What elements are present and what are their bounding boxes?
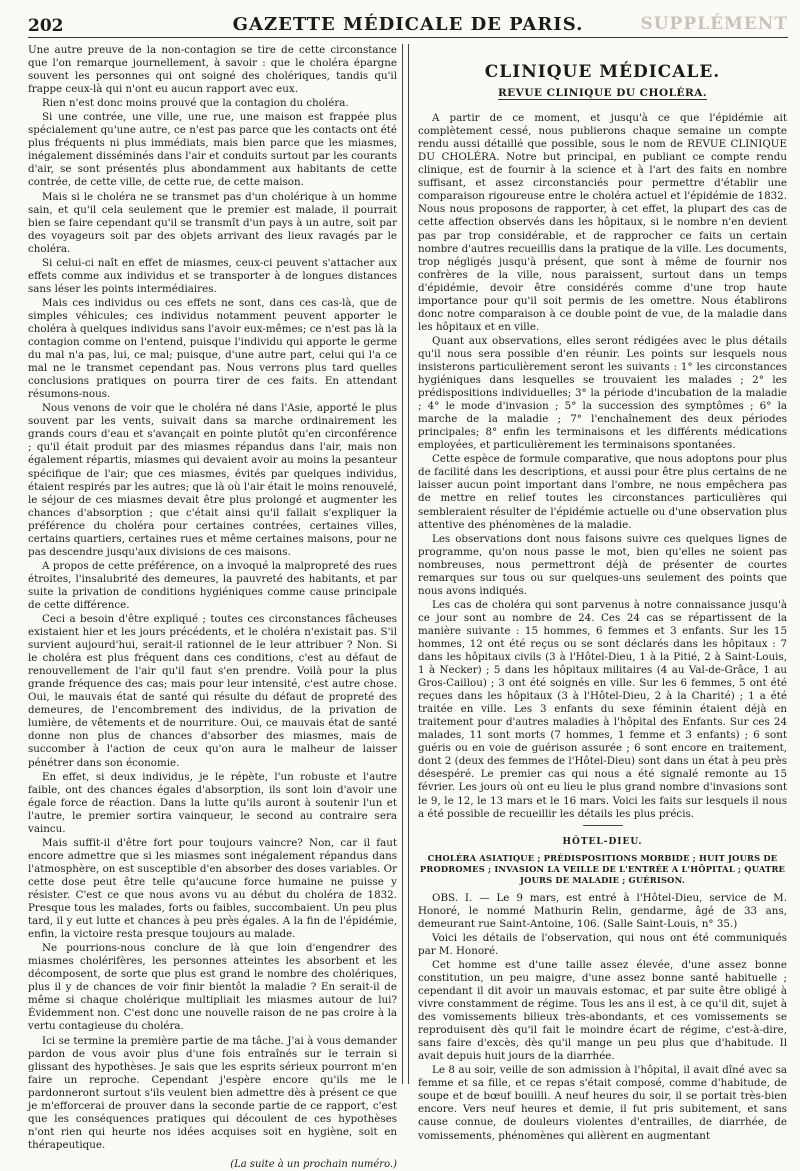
left-paragraph: Ne pourrions-nous conclure de là que loin d'engendrer des miasmes cholérifères, les personnes atteintes les absorbent et les décomposent, de sorte que plus est grand le nombre des cholériques, plus il y de chances de voir finir bientôt la maladie ? En serait-il de même si chaque cholérique multipliait les miasmes autour de lui? Évidemment non. C'est donc une nouvelle raison de ne pas croire à la vertu contagieuse du choléra.: [28, 942, 397, 1033]
left-paragraph: A propos de cette préférence, on a invoqué la malpropreté des rues étroites, l'insalubrité des demeures, la pauvreté des habitants, et par suite la privation de conditions hygiéniques comme cause principale de cette différence.: [28, 559, 397, 611]
column-divider: [402, 44, 409, 1084]
left-paragraph: Mais suffit-il d'être fort pour toujours vaincre? Non, car il faut encore admettre que si les miasmes sont inégalement répandus dans l'atmosphère, on est susceptible d'en absorber des doses variables. Or cette dose peut être telle qu'aucune force humaine ne puisse y résister. C'est ce que nous avons vu au début du choléra de 1832. Presque tous les malades, forts ou faibles, succombaient. Un peu plus tard, il y eut lutte et chances à peu près égales. A la fin de l'épidémie, enfin, la victoire resta presque toujours au malade.: [28, 836, 397, 941]
right-column: [418, 44, 787, 1142]
right-paragraph: Quant aux observations, elles seront rédigées avec le plus détails qu'il nous sera possible d'en réunir. Les points sur lesquels nous insisterons particulièrement seront les suivants : 1° les circonstances hygiéniques dans lesquelles se trouvaient les malades ; 2° les prédispositions individuelles; 3° la période d'incubation de la maladie ; 4° le mode d'invasion ; 5° la succession des symptômes ; 6° la marche de la maladie ; 7° l'enchaînement des deux périodes principales; 8° enfin les terminaisons et les différents médications employées, et particulièrement les terminaisons spontanées.: [418, 334, 787, 452]
left-paragraph: Ceci a besoin d'être expliqué ; toutes ces circonstances fâcheuses existaient hier et les jours précédents, et le choléra n'existait pas. S'il survient aujourd'hui, serait-il rationnel de le leur attribuer ? Non. Si le choléra est plus fréquent dans ces conditions, c'est au défaut de renouvellement de l'air qu'il faut s'en prendre. Voilà pour la plus grande fréquence des cas; mais pour leur intensité, c'est autre chose. Oui, le mauvais état de santé qui résulte du défaut de propreté des demeures, de l'encombrement des individus, de la privation de lumière, de vêtements et de nourriture. Oui, ce mauvais état de santé donne non plus de chances d'absorber des miasmes, mais de succomber à l'action de ceux qu'on aura le malheur de laisser pénétrer dans son économie.: [28, 613, 397, 769]
right-paragraph: Les cas de choléra qui sont parvenus à notre connaissance jusqu'à ce jour sont au nombre de 24. Ces 24 cas se répartissent de la manière suivante : 15 hommes, 6 femmes et 3 enfants. Sur les 15 hommes, 12 ont été reçus ou se sont déclarés dans les hôpitaux : 7 dans les hôpitaux civils (3 à l'Hôtel-Dieu, 1 à la Pitié, 2 à Saint-Louis, 1 à Necker) ; 5 dans les hôpitaux militaires (4 au Val-de-Grâce, 1 au Gros-Caillou) ; 3 ont été soignés en ville. Sur les 6 femmes, 5 ont été reçues dans les hôpitaux (3 à l'Hôtel-Dieu, 2 à la Charité) ; 1 a été traitée en ville. Les 3 enfants du sexe féminin étaient déjà en traitement pour d'autres maladies à l'hôpital des Enfants. Sur ces 24 malades, 11 sont morts (7 hommes, 1 femme et 3 enfants) ; 6 sont guéris ou en voie de guérison assurée ; 6 sont encore en traitement, dont 2 (deux des femmes de l'Hôtel-Dieu) sont dans un état à peu près désespéré. Le premier cas qui nous a été signalé remonte au 15 février. Les jours où ont eu lieu le plus grand nombre d'invasions sont le 9, le 12, le 13 mars et le 16 mars. Voici les faits sur lesquels il nous a été possible de recueillir les détails les plus précis.: [418, 598, 787, 820]
right-paragraph: Les observations dont nous faisons suivre ces quelques lignes de programme, qu'on nous passe le mot, bien qu'elles ne soient pas nombreuses, nous permettront déjà de présenter de courtes remarques sur tous ou sur quelques-uns seulement des points que nous avons indiqués.: [418, 532, 787, 597]
left-paragraph: Nous venons de voir que le choléra né dans l'Asie, apporté le plus souvent par les vents, suivait dans sa marche ordinairement les grands cours d'eau et s'avançait en pointe plutôt qu'en circonférence ; qu'il était produit par des miasmes répandus dans l'air, mais non également répartis, miasmes qui devaient avoir au moins la pesanteur spécifique de l'air; que ces miasmes, évités par quelques individus, étaient respirés par les autres; que là où l'air était le moins renouvelé, le séjour de ces miasmes devait être plus prolongé et augmenter les chances d'absorption ; que c'était ainsi qu'il fallait s'expliquer la préférence du choléra pour certaines contrées, certaines villes, certains quartiers, certaines rues et même certaines maisons, pour ne pas descendre jusqu'aux divisions de ces maisons.: [28, 402, 397, 558]
page-number: 202: [28, 16, 64, 36]
left-paragraph: Une autre preuve de la non-contagion se tire de cette circonstance que l'on remarque journellement, à savoir : que le choléra épargne souvent les personnes qui ont soigné des cholériques, tandis qu'il frappe ceux-là qui n'ont eu aucun rapport avec eux.: [28, 44, 397, 96]
left-paragraph: Si celui-ci naît en effet de miasmes, ceux-ci peuvent s'attacher aux effets comme aux individus et se transporter à de longues distances sans léser les points intermédiaires.: [28, 256, 397, 295]
left-paragraph: En effet, si deux individus, je le répète, l'un robuste et l'autre faible, ont des chances égales d'absorption, ils sont loin d'avoir une égale force de réaction. Dans la lutte qu'ils auront à soutenir l'un et l'autre, le premier sortira vainqueur, le second au contraire sera vaincu.: [28, 770, 397, 835]
left-paragraph: Mais si le choléra ne se transmet pas d'un cholérique à un homme sain, et qu'il cela seulement que le premier est malade, il pourrait bien se faire cependant qu'il se transmît d'un pays à un autre, soit par des voyageurs soit par des objets arrivant des lieux ravagés par le choléra.: [28, 190, 397, 255]
section-subtitle: [418, 87, 787, 100]
left-paragraph: Mais ces individus ou ces effets ne sont, dans ces cas-là, que de simples véhicules; ces individus notamment peuvent apporter le choléra à quelques individus sans l'avoir eux-mêmes; ce n'est pas là la contagion comme on l'entend, puisque l'individu qui apporte le germe du mal n'a pas, lui, ce mal; puisque, d'une autre part, celui qui l'a ce mal ne le transmet cependant pas. Nous verrons plus tard quelles conclusions pratiques on pourra tirer de ces faits. En attendant résumons-nous.: [28, 296, 397, 401]
left-paragraph: Rien n'est donc moins prouvé que la contagion du choléra.: [42, 97, 349, 110]
left-paragraph: Si une contrée, une ville, une rue, une maison est frappée plus spécialement qu'une autre, ce n'est pas parce que les contacts ont été plus fréquents ni plus immédiats, mais bien parce que les miasmes, inégalement disséminés dans l'air et conduits surtout par les courants d'air, se sont présentés plus abondamment aux habitants de cette contrée, de cette ville, de cette rue, de cette maison.: [28, 111, 397, 189]
section-rule: [583, 825, 623, 826]
left-paragraph: Ici se termine la première partie de ma tâche. J'ai à vous demander pardon de vous avoir plus d'une fois entraînés sur le terrain si glissant des hypothèses. Je sais que les esprits sérieux pourront m'en faire un reproche. Cependant j'espère encore qu'ils me le pardonneront surtout s'ils veulent bien admettre dès à présent ce que je m'efforcerai de prouver dans la seconde partie de ce rapport, c'est que les conséquences pratiques qui découlent de ces hypothèses n'ont rien qui heurte nos idées acquises soit en hygiène, soit en thérapeutique.: [28, 1034, 397, 1151]
page-header: [28, 10, 788, 36]
left-column: [28, 44, 397, 1170]
bleed-through-text: SUPPLÉMENT: [640, 14, 788, 34]
gazette-title: GAZETTE MÉDICALE DE PARIS.: [232, 14, 584, 35]
case-paragraph: Le 8 au soir, veille de son admission à l'hôpital, il avait dîné avec sa femme et sa fille, et ce repas s'était composé, comme d'habitude, de soupe et de bœuf bouilli. A neuf heures du soir, il se portait très-bien encore. Vers neuf heures et demie, il fut pris subitement, et sans cause connue, de douleurs violentes d'entrailles, de diarrhée, de vomissements, phénomènes qui allèrent en augmentant: [418, 1064, 787, 1142]
section-title: CLINIQUE MÉDICALE.: [484, 62, 721, 82]
header-rule: [28, 37, 788, 38]
case-heading: CHOLÉRA ASIATIQUE ; PRÉDISPOSITIONS MORBIDE ; HUIT JOURS DE PRODROMES ; INVASION LA VEILLE DE L'ENTRÉE A L'HÔPITAL ; QUATRE JOURS DE MALADIE ; GUÉRISON.: [419, 852, 786, 885]
right-paragraph: A partir de ce moment, et jusqu'à ce que l'épidémie ait complètement cessé, nous publierons chaque semaine un compte rendu aussi détaillé que possible, sous le nom de REVUE CLINIQUE DU CHOLÉRA. Notre but principal, en publiant ce compte rendu clinique, est de fournir à la science et à l'art des faits en nombre suffisant, et assez circonstanciés pour permettre d'établir une comparaison rigoureuse entre le choléra actuel et l'épidémie de 1832. Nous nous proposons de rapporter, à cet effet, la plupart des cas de cette affection observés dans les hôpitaux, si le nombre n'en devient pas par trop considérable, et de rapprocher ce faits un certain nombre d'autres recueillis dans la pratique de la ville. Les documents, trop négligés jusqu'à présent, que sont à même de fournir nos confrères de la ville, nous paraissent, surtout dans un temps d'épidémie, devoir être considérés comme d'une trop haute importance pour qu'il soit permis de les omettre. Nous établirons donc notre comparaison à ce double point de vue, de la maladie dans les hôpitaux et en ville.: [418, 112, 787, 333]
case-paragraph: Voici les détails de l'observation, qui nous ont été communiqués par M. Honoré.: [418, 931, 787, 957]
hospital-heading: HÔTEL-DIEU.: [562, 836, 643, 847]
continuation-note: (La suite à un prochain numéro.): [230, 1158, 397, 1170]
right-paragraph: Cette espèce de formule comparative, que nous adoptons pour plus de facilité dans les descriptions, et aussi pour être plus certains de ne laisser aucun point important dans l'ombre, ne nous empêchera pas de mettre en relief toutes les circonstances particulières qui sembleraient résulter de l'épidémie actuelle ou d'une observation plus attentive des phénomènes de la maladie.: [418, 453, 787, 531]
section-subtitle-text: REVUE CLINIQUE DU CHOLÉRA.: [497, 87, 708, 100]
case-paragraph: Cet homme est d'une taille assez élevée, d'une assez bonne constitution, un peu maigre, d'une assez bonne santé habituelle ; cependant il dit avoir un mauvais estomac, et par suite être obligé à vivre constamment de régime. Tous les ans il est, à ce qu'il dit, sujet à des vomissements bilieux très-abondants, et ces vomissements se reproduisent dès qu'il fait le moindre écart de régime, c'est-à-dire, sans faire d'excès, dès qu'il mange un peu plus que d'habitude. Il avait depuis huit jours de la diarrhée.: [418, 958, 787, 1063]
case-paragraph: OBS. I. — Le 9 mars, est entré à l'Hôtel-Dieu, service de M. Honoré, le nommé Mathurin Relin, gendarme, âgé de 33 ans, demeurant rue Saint-Antoine, 106. (Salle Saint-Louis, n° 35.): [418, 891, 787, 930]
